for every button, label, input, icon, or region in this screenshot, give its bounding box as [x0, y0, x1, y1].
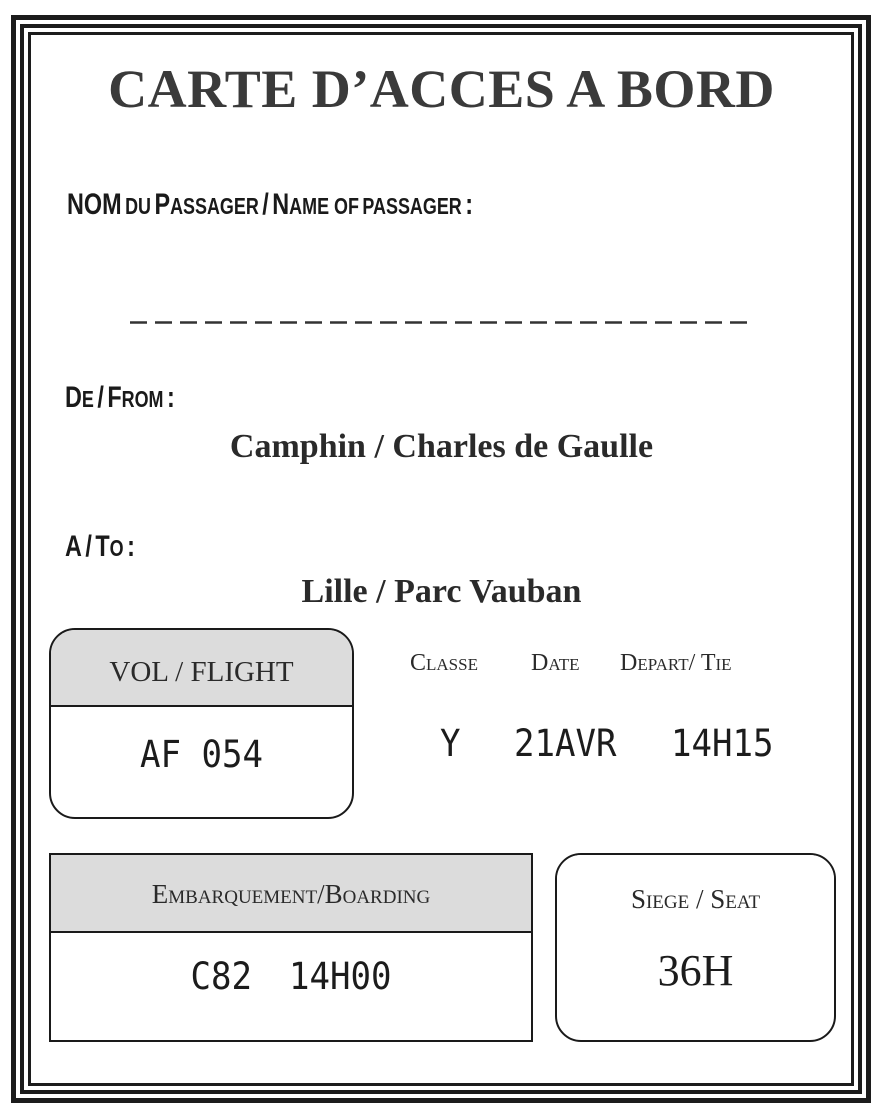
seat-number: 36H — [657, 946, 734, 995]
boarding-gate: C82 — [190, 955, 252, 998]
flight-box — [49, 628, 354, 819]
departure-time: 14H15 — [671, 722, 774, 765]
boarding-info — [70, 933, 512, 998]
departure-label: Depart/ Tie — [620, 650, 732, 676]
from-label: DE / FROM : — [65, 381, 175, 414]
boarding-box — [49, 853, 533, 1042]
seat-box — [555, 853, 836, 1042]
flight-label: VOL / FLIGHT — [51, 630, 352, 707]
boarding-label: Embarquement/Boarding — [51, 855, 531, 933]
boarding-time: 14H00 — [289, 955, 392, 998]
passenger-name-line — [130, 321, 753, 324]
passenger-name-label: NOM DU PASSAGER / NAME OF PASSAGER : — [67, 188, 474, 221]
date-label: Date — [531, 650, 580, 676]
to-value: Lille / Parc Vauban — [301, 573, 582, 610]
from-value: Camphin / Charles de Gaulle — [229, 428, 654, 465]
class-value: Y — [440, 722, 461, 765]
date-value: 21AVR — [514, 722, 617, 765]
flight-number: AF 054 — [140, 733, 263, 776]
to-label: A / TO : — [65, 530, 135, 563]
class-label: Classe — [410, 650, 478, 676]
seat-label: Siege / Seat — [557, 855, 834, 915]
page-title: CARTE D’ACCES A BORD — [108, 59, 775, 119]
